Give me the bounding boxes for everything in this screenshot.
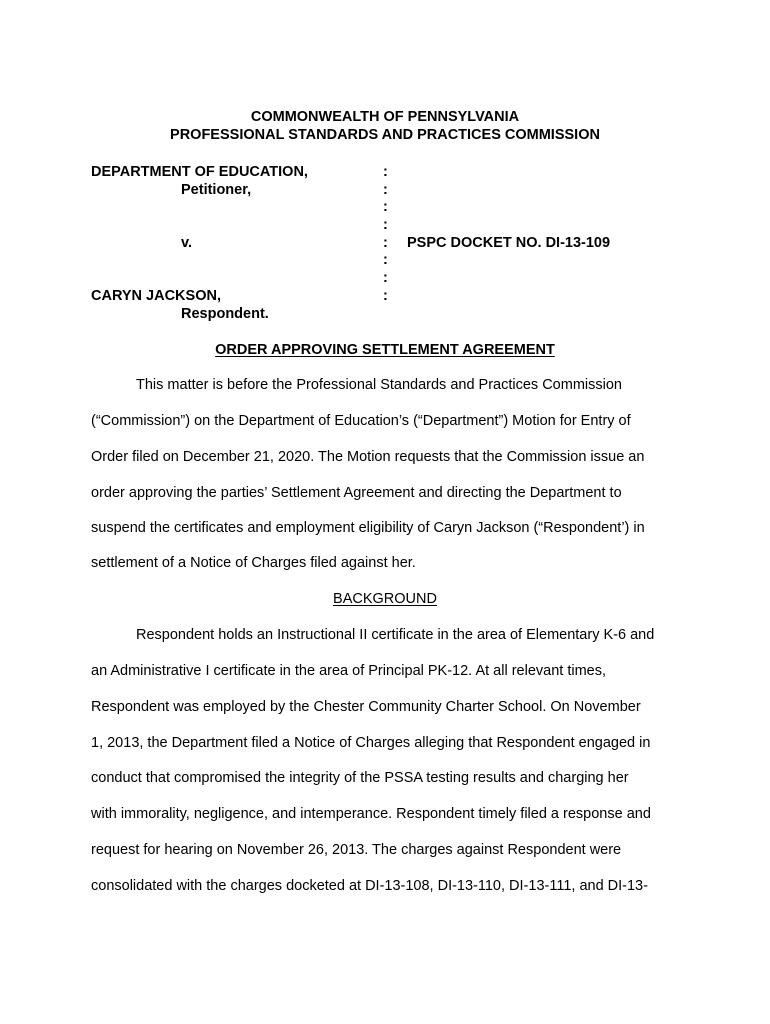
order-title-text: ORDER APPROVING SETTLEMENT AGREEMENT — [215, 342, 555, 358]
paragraph-line: conduct that compromised the integrity of the PSSA testing results and charging her — [91, 770, 629, 786]
respondent-role: Respondent. — [181, 306, 269, 322]
paragraph-line: This matter is before the Professional Standards and Practices Commission — [136, 377, 622, 393]
caption-separator: : — [383, 217, 388, 233]
order-title — [0, 341, 770, 359]
paragraph-line: an Administrative I certificate in the area of Principal PK-12. At all relevant times, — [91, 663, 606, 679]
respondent-name: CARYN JACKSON, — [91, 288, 221, 304]
caption-separator: : — [383, 235, 388, 251]
background-heading-text: BACKGROUND — [333, 591, 437, 607]
paragraph-line: Respondent was employed by the Chester Community Charter School. On November — [91, 699, 641, 715]
petitioner-name: DEPARTMENT OF EDUCATION, — [91, 164, 308, 180]
paragraph-line: (“Commission”) on the Department of Education’s (“Department”) Motion for Entry of — [91, 413, 631, 429]
header-commonwealth: COMMONWEALTH OF PENNSYLVANIA — [250, 109, 520, 125]
paragraph-line: settlement of a Notice of Charges filed against her. — [91, 555, 416, 571]
caption-separator: : — [383, 199, 388, 215]
caption-separator: : — [383, 164, 388, 180]
paragraph-line: order approving the parties’ Settlement Agreement and directing the Department to — [91, 485, 622, 501]
paragraph-line: suspend the certificates and employment eligibility of Caryn Jackson (“Respondent’) in — [91, 520, 645, 536]
caption-separator: : — [383, 182, 388, 198]
paragraph-line: Order filed on December 21, 2020. The Motion requests that the Commission issue an — [91, 449, 645, 465]
paragraph-line: consolidated with the charges docketed at DI-13-108, DI-13-110, DI-13-111, and DI-13- — [91, 878, 648, 894]
paragraph-line: with immorality, negligence, and intemperance. Respondent timely filed a response and — [91, 806, 651, 822]
versus-label: v. — [181, 235, 193, 251]
caption-separator: : — [383, 288, 388, 304]
paragraph-line: Respondent holds an Instructional II certificate in the area of Elementary K-6 and — [136, 627, 655, 643]
paragraph-line: 1, 2013, the Department filed a Notice of Charges alleging that Respondent engaged in — [91, 735, 651, 751]
paragraph-line: request for hearing on November 26, 2013. The charges against Respondent were — [91, 842, 622, 858]
background-heading — [0, 590, 770, 608]
header-commission: PROFESSIONAL STANDARDS AND PRACTICES COMMISSION — [170, 127, 600, 143]
docket-number: PSPC DOCKET NO. DI-13-109 — [407, 235, 611, 251]
caption-separator: : — [383, 270, 388, 286]
petitioner-role: Petitioner, — [181, 182, 252, 198]
caption-separator: : — [383, 252, 388, 268]
